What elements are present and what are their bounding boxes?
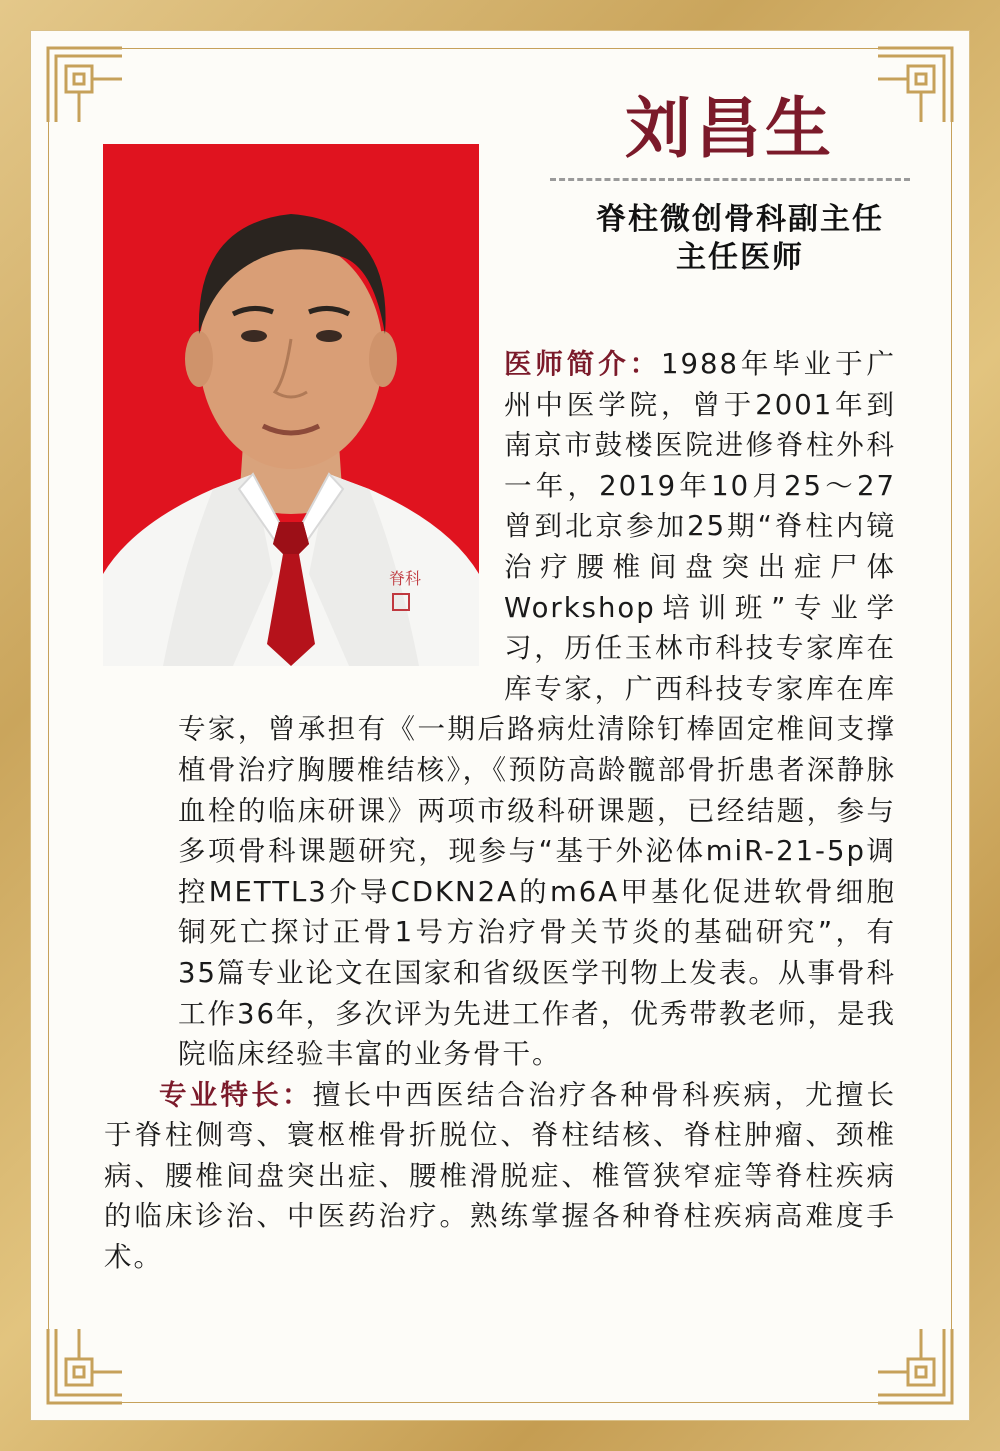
specialty-label: 专业特长： xyxy=(159,1078,313,1111)
specialty-text: 擅长中西医结合治疗各种骨科疾病，尤擅长于脊柱侧弯、寰枢椎骨折脱位、脊柱结核、脊柱肿瘤、颈椎病、腰椎间盘突出症、腰椎滑脱症、椎管狭窄症等脊柱疾病的临床诊治、中医药治疗。熟练掌握各种脊柱疾病高难度手术。 xyxy=(104,1078,897,1274)
corner-ornament-icon xyxy=(872,42,958,128)
corner-ornament-icon xyxy=(872,1323,958,1409)
title-divider xyxy=(550,178,910,181)
corner-ornament-icon xyxy=(42,42,128,128)
portrait-wrap-spacer xyxy=(104,344,504,684)
corner-ornament-icon xyxy=(42,1323,128,1409)
doctor-position: 脊柱微创骨科副主任 xyxy=(596,202,884,237)
intro-label: 医师简介： xyxy=(504,348,661,380)
doctor-rank: 主任医师 xyxy=(676,240,804,275)
specialty-paragraph xyxy=(104,1075,896,1278)
svg-text:脊科: 脊科 xyxy=(389,569,422,588)
intro-text: 1988年毕业于广州中医学院，曾于2001年到南京市鼓楼医院进修脊柱外科一年，2019年10月25～27曾到北京参加25期“脊柱内镜治疗腰椎间盘突出症尸体Workshop培训班”专业学习，历任玉林市科技专家库在库专家，广西科技专家库在库专家，曾承担有《一期后路病灶清除钉棒固定椎间支撑植骨治疗胸腰椎结核》，《预防高龄髋部骨折患者深静脉血栓的临床研课》两项市级科研课题，已经结题，参与多项骨科课题研究，现参与“基于外泌体miR-21-5p调控METTL3介导CDKN2A的m6A甲基化促进软骨细胞铜死亡探讨正骨1号方治疗骨关节炎的基础研究”，有35篇专业论文在国家和省级医学刊物上发表。从事骨科工作36年，多次评为先进工作者，优秀带教老师，是我院临床经验丰富的业务骨干。 xyxy=(178,348,896,1071)
doctor-name: 刘昌生 xyxy=(625,89,835,167)
doctor-biography xyxy=(104,344,896,1278)
